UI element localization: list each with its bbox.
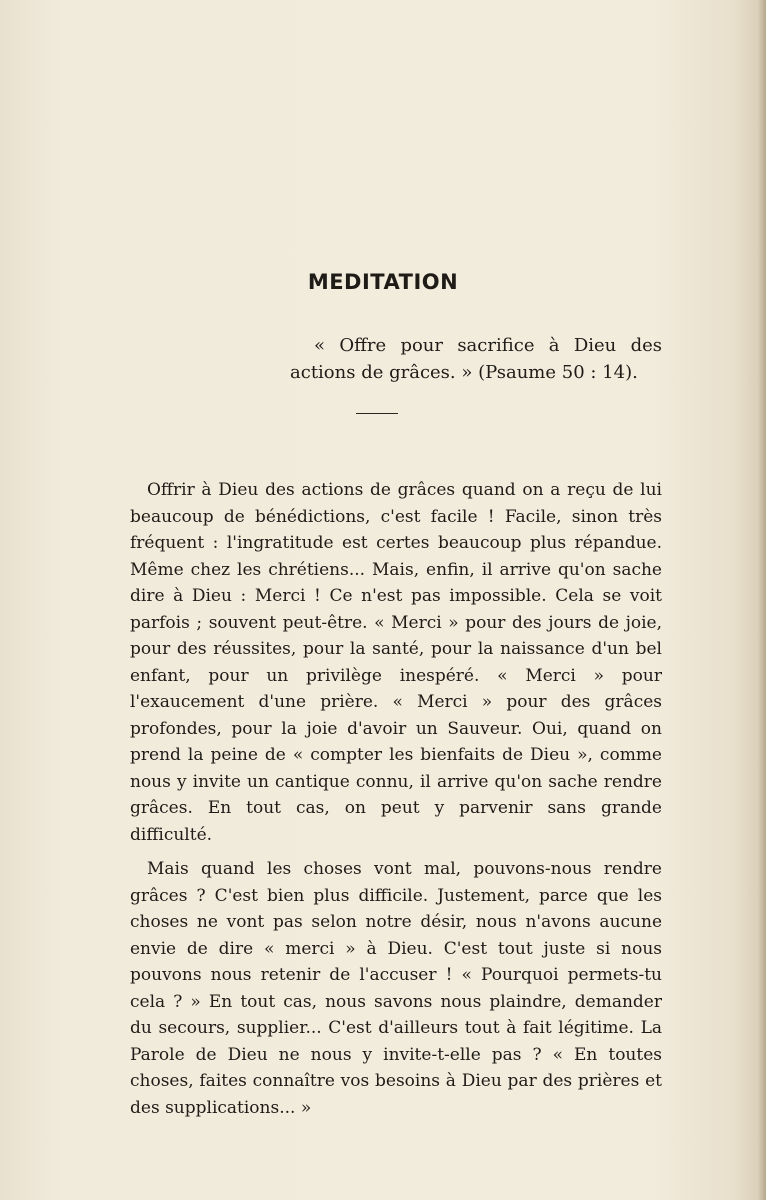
page-edge-shadow <box>758 0 766 1200</box>
paragraph-1: Offrir à Dieu des actions de grâces quand on a reçu de lui beaucoup de bénédictions, c'est facile ! Facile, sinon très fréquent : l'ingratitude est certes beaucoup plus répandue. Même chez les chrétiens... Mais, enfin, il arrive qu'on sache dire à Dieu : Merci ! Ce n'est pas impossible. Cela se voit parfois ; souvent peut-être. « Merci » pour des jours de joie, pour des réussites, pour la santé, pour la naissance d'un bel enfant, pour un privilège inespéré. « Merci » pour l'exaucement d'une prière. « Merci » pour des grâces profondes, pour la joie d'avoir un Sauveur. Oui, quand on prend la peine de « compter les bienfaits de Dieu », comme nous y invite un cantique connu, il arrive qu'on sache rendre grâces. En tout cas, on peut y parvenir sans grande difficulté. <box>130 480 662 845</box>
paragraph-2: Mais quand les choses vont mal, pouvons-nous rendre grâces ? C'est bien plus difficile. Justement, parce que les choses ne vont pas selon notre désir, nous n'avons aucune envie de dire « merci » à Dieu. C'est tout juste si nous pouvons nous retenir de l'accuser ! « Pourquoi permets-tu cela ? » En tout cas, nous savons nous plaindre, demander du secours, supplier... C'est d'ailleurs tout à fait légitime. La Parole de Dieu ne nous y invite-t-elle pas ? « En toutes choses, faites connaître vos besoins à Dieu par des prières et des supplications... » <box>130 859 662 1118</box>
body-text <box>130 477 662 1129</box>
page-title: MEDITATION <box>307 270 459 294</box>
separator-rule <box>356 413 398 414</box>
epigraph-quote: « Offre pour sacrifice à Dieu des actions de grâces. » (Psaume 50 : 14). <box>290 335 662 383</box>
